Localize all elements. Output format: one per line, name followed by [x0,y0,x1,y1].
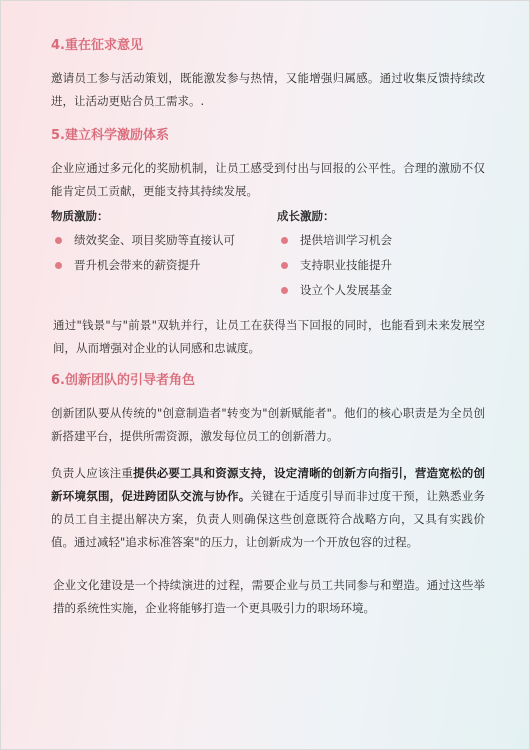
bullet-dot-icon [55,262,62,269]
list-item [277,281,485,299]
section-6-title: 6.创新团队的引导者角色 [51,373,195,388]
section-4-title: 4.重在征求意见 [51,38,143,53]
growth-incentive-title: 成长激励： [277,209,335,223]
section-6-paragraph-1: 创新团队要从传统的"创意制造者"转变为"创新赋能者"。他们的核心职责是为全员创新搭建平台，提供所需资源，激发每位员工的创新潜力。 [51,406,485,443]
section-5-summary: 通过"钱景"与"前景"双轨并行，让员工在获得当下回报的同时，也能看到未来发展空间，从而增强对企业的认同感和忠诚度。 [53,318,485,355]
bullet-dot-icon [281,237,288,244]
material-incentive-title: 物质激励： [51,209,109,223]
section-5-title: 5.建立科学激励体系 [51,128,169,143]
section-5-paragraph: 企业应通过多元化的奖励机制，让员工感受到付出与回报的公平性。合理的激励不仅能肯定员工贡献，更能支持其持续发展。 [51,161,485,198]
list-item [277,256,485,274]
list-item-text: 支持职业技能提升 [300,258,392,272]
list-item [277,231,485,249]
paragraph-text: 负责人应该注重 [51,466,134,480]
section-6-paragraph-2 [51,462,485,554]
closing-paragraph: 企业文化建设是一个持续演进的过程，需要企业与员工共同参与和塑造。通过这些举措的系统性实施，企业将能够打造一个更具吸引力的职场环境。 [53,578,485,615]
paragraph-emphasis: 提供必要工具和资源支持，设定清晰的创新方向指引，营造宽松的创新环境氛围，促进跨团队交流与协作。 [51,466,485,503]
list-item [51,231,259,249]
bullet-dot-icon [55,237,62,244]
bullet-dot-icon [281,287,288,294]
list-item-text: 设立个人发展基金 [300,283,392,297]
growth-incentive-column [259,207,485,306]
list-item-text: 绩效奖金、项目奖励等直接认可 [74,233,235,247]
list-item-text: 提供培训学习机会 [300,233,392,247]
incentive-columns [51,207,485,306]
paragraph-text: 关键在于适度引导而非过度干预，让熟悉业务的员工自主提出解决方案，负责人则确保这些创意既符合战略方向，又具有实践价值。通过减轻"追求标准答案"的压力，让创新成为一个开放包容的过程。 [51,489,485,549]
material-incentive-column [51,207,259,306]
list-item [51,256,259,274]
section-4-paragraph: 邀请员工参与活动策划，既能激发参与热情，又能增强归属感。通过收集反馈持续改进，让活动更贴合员工需求。. [51,71,485,108]
bullet-dot-icon [281,262,288,269]
list-item-text: 晋升机会带来的薪资提升 [74,258,201,272]
